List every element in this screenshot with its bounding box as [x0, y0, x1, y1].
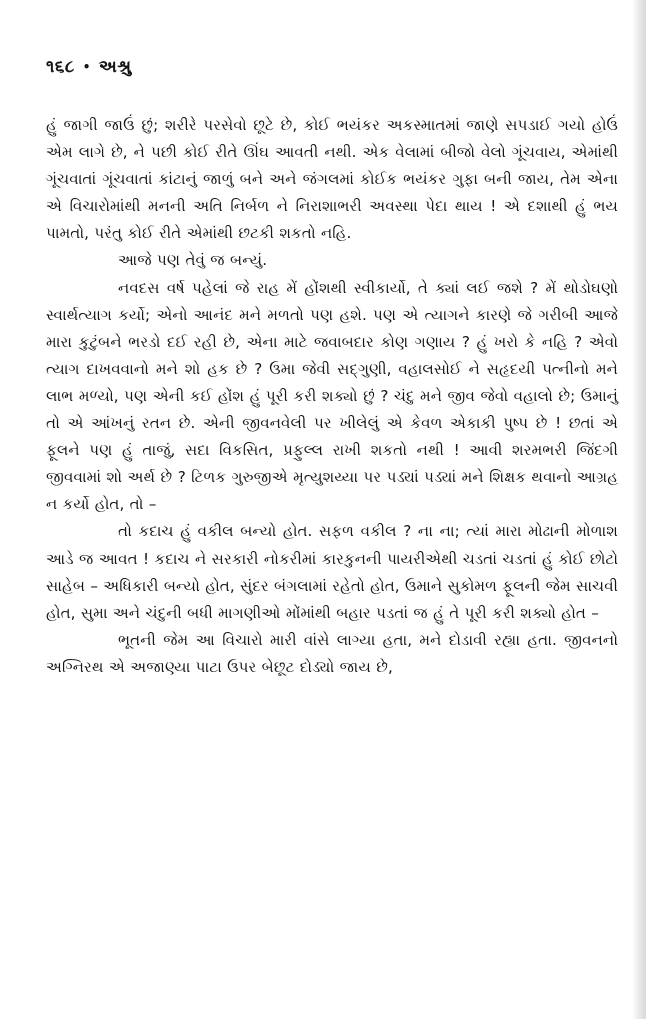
paragraph-continuation: હું જાગી જાઉં છું; શરીરે પરસેવો છૂટે છે, કોઈ ભયંકર અકસ્માતમાં જાણે સપડાઈ ગયો હોઉં એમ લાગે છે, ને પછી કોઈ રીતે ઊંઘ આવતી નથી. એક વેલામાં બીજો વેલો ગૂંચવાય, એમાંથી ગૂંચવાતાં ગૂંચવાતાં કાંટાનું જાળું બને અને જંગલમાં કોઈક ભયંકર ગુફા બની જાય, તેમ એના એ વિચારોમાંથી મનની અતિ નિર્બળ ને નિરાશાભરી અવસ્થા પેદા થાય ! એ દશાથી હું ભય પામતો, પરંતુ કોઈ રીતે એમાંથી છટકી શકતો નહિ.	[46, 116, 618, 243]
body-text	[46, 112, 618, 681]
paragraph: નવદસ વર્ષ પહેલાં જે રાહ મેં હોંશથી સ્વીકાર્યો, તે ક્યાં લઈ જશે ? મેં થોડોઘણો સ્વાર્થત્યાગ કર્યો; એનો આનંદ મને મળતો પણ હશે. પણ એ ત્યાગને કારણે જે ગરીબી આજે મારા કુટુંબને ભરડો દઈ રહી છે, એના માટે જવાબદાર કોણ ગણાય ? હું ખરો કે નહિ ? એવો ત્યાગ દાખવવાનો મને શો હક છે ? ઉમા જેવી સદ્‌ગુણી, વહાલસોઈ ને સહૃદયી પત્નીનો મને લાભ મળ્યો, પણ એની કઈ હોંશ હું પૂરી કરી શક્યો છું ? ચંદુ મને જીવ જેવો વહાલો છે; ઉમાનું તો એ આંખનું રતન છે. એની જીવનવેલી પર ખીલેલું એ કેવળ એકાકી પુષ્પ છે ! છતાં એ ફૂલને પણ હું તાજું, સદા વિકસિત, પ્રફુલ્લ રાખી શકતો નથી ! આવી શરમભરી જિંદગી જીવવામાં શો અર્થ છે ? ટિળક ગુરુજીએ મૃત્યુશય્યા પર પડ્યાં પડ્યાં મને શિક્ષક થવાનો આગ્રહ ન કર્યો હોત, તો –	[46, 278, 618, 514]
running-header	[46, 54, 132, 80]
paragraph: આજે પણ તેવું જ બન્યું.	[118, 251, 268, 270]
book-title: અશ્રુ	[98, 57, 132, 77]
header-bullet: •	[82, 60, 91, 74]
page-edge-shadow	[632, 0, 646, 1019]
paragraph: ભૂતની જેમ આ વિચારો મારી વાંસે લાગ્યા હતા, મને દોડાવી રહ્યા હતા. જીવનનો અગ્નિરથ એ અજાણ્યા પાટા ઉપર બેછૂટ દોડ્યો જાય છે,	[46, 630, 618, 676]
page-number: ૧૬૮	[46, 57, 75, 77]
paragraph: તો કદાચ હું વકીલ બન્યો હોત. સફળ વકીલ ? ના ના; ત્યાં મારા મોઢાની મોળાશ આડે જ આવત ! કદાચ ને સરકારી નોકરીમાં કારકુનની પાયરીએથી ચડતાં ચડતાં હું કોઈ છોટો સાહેબ – અધિકારી બન્યો હોત, સુંદર બંગલામાં રહેતો હોત, ઉમાને સુકોમળ ફૂલની જેમ સાચવી હોત, સુમા અને ચંદુની બધી માગણીઓ મોંમાંથી બહાર પડતાં જ હું તે પૂરી કરી શક્યો હોત –	[46, 522, 618, 622]
